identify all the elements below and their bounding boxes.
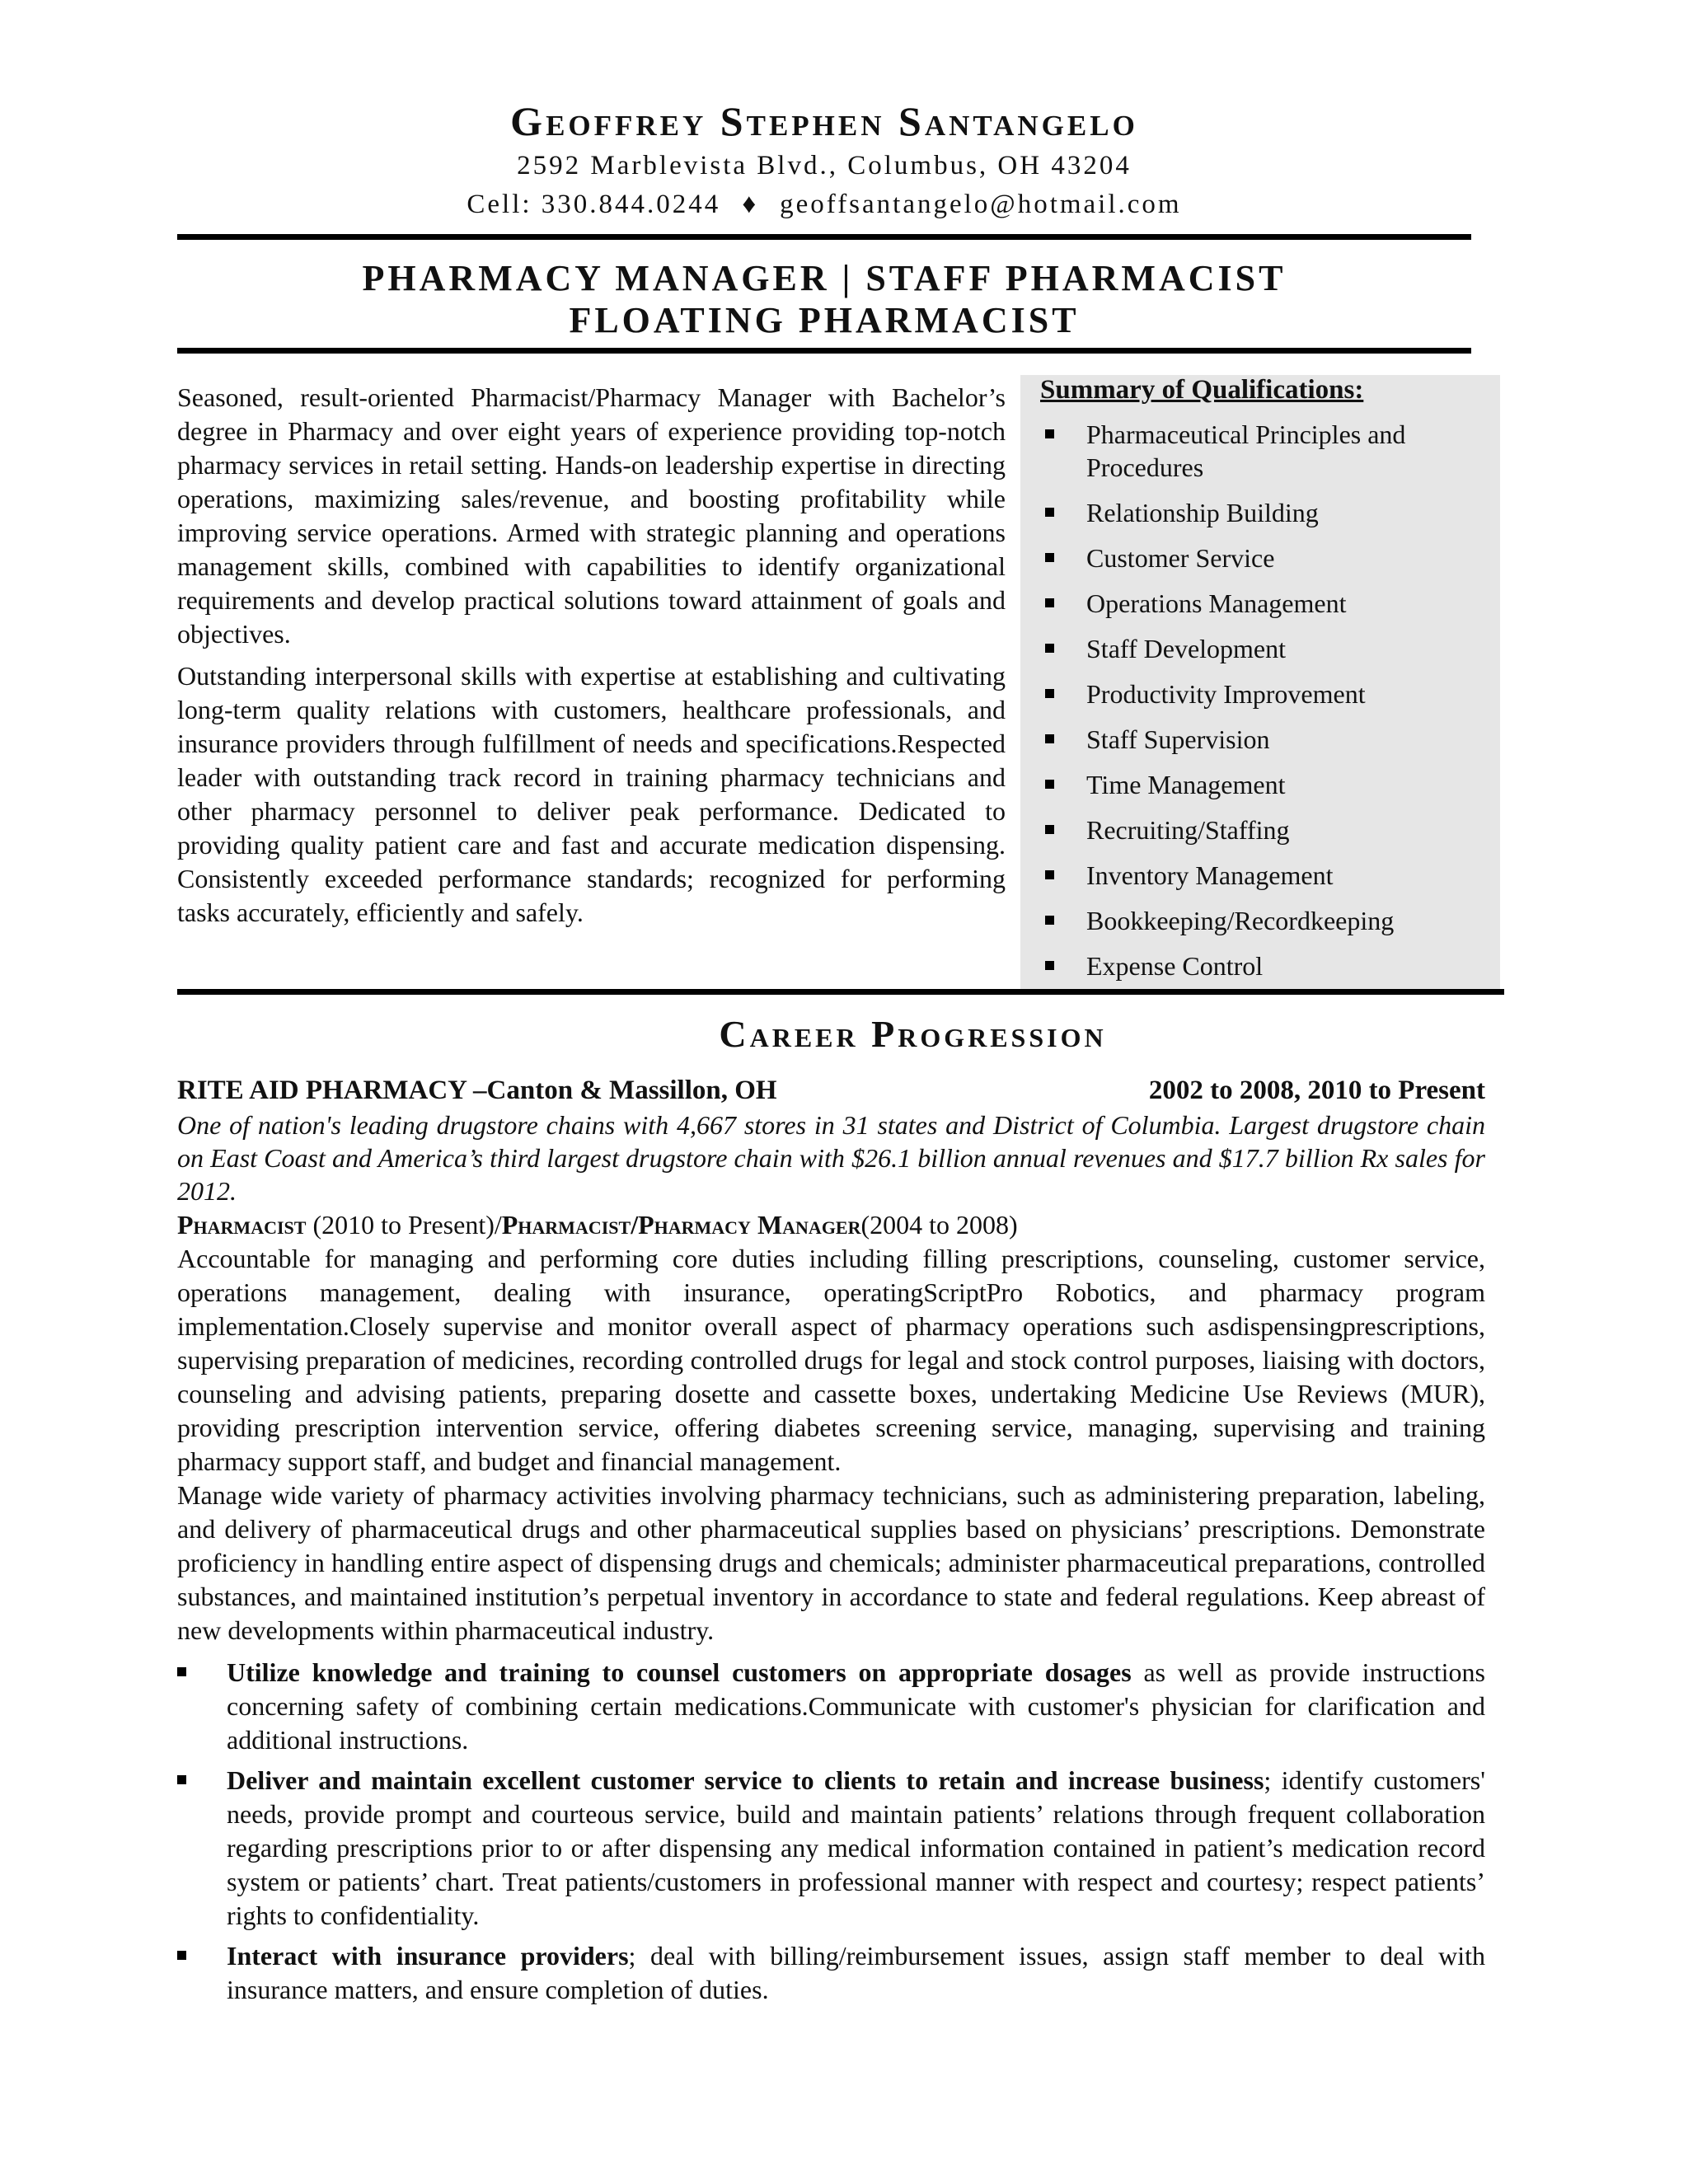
diamond-separator-icon: ♦	[742, 190, 759, 219]
qualification-item: Relationship Building	[1039, 496, 1488, 529]
qualification-item: Time Management	[1039, 768, 1488, 801]
achievement-text: ; identify customers' needs, provide prompt and courteous service, build and maintain patients’ relations through frequent collaboration regarding prescriptions prior to or after dispensing any medical information contained in patient’s medication record system or patients’ chart. Treat patients/customers in professional manner with respect and courtesy; respect patients’ rights to confidentiality.	[227, 1765, 1486, 1930]
candidate-name: Geoffrey Stephen Santangelo	[510, 98, 1138, 144]
qualification-item: Staff Supervision	[1039, 723, 1488, 756]
role-title-line1: PHARMACY MANAGER | STAFF PHARMACIST	[362, 258, 1287, 298]
achievement-list	[177, 1656, 1485, 2007]
qualification-item: Pharmaceutical Principles and Procedures	[1039, 418, 1488, 484]
qualification-item: Inventory Management	[1039, 859, 1488, 892]
qualifications-title: Summary of Qualifications:	[1040, 375, 1364, 405]
professional-summary	[177, 381, 1006, 938]
job-dates-pharmacist: (2010 to Present)/	[306, 1210, 502, 1240]
achievement-lead: Utilize knowledge and training to counsel customers on appropriate dosages	[227, 1657, 1132, 1687]
achievement-lead: Interact with insurance providers	[227, 1941, 629, 1971]
contact-line	[177, 190, 1471, 220]
achievement-lead: Deliver and maintain excellent customer service to clients to retain and increase business	[227, 1765, 1264, 1795]
achievement-item	[177, 1939, 1485, 2007]
candidate-address: 2592 Marblevista Blvd., Columbus, OH 43204	[517, 151, 1132, 180]
achievement-item	[177, 1764, 1485, 1933]
qualification-item: Productivity Improvement	[1039, 677, 1488, 710]
qualification-item: Staff Development	[1039, 632, 1488, 665]
qualification-item: Bookkeeping/Recordkeeping	[1039, 904, 1488, 937]
achievement-item	[177, 1656, 1485, 1757]
qualification-item: Expense Control	[1039, 949, 1488, 982]
career-progression-heading: Career Progression	[719, 1013, 1107, 1055]
duties-paragraph-1: Accountable for managing and performing core duties including filling prescriptions, counseling, customer service, operations management, dealing with insurance, operatingScriptPro Robotics, and pharmacy program implementation.Closely supervise and monitor overall aspect of pharmacy operations such asdispensingprescriptions, supervising preparation of medicines, recording controlled drugs for legal and stock control purposes, liaising with doctors, counseling and advising patients, preparing dosette and cassette boxes, undertaking Medicine Use Reviews (MUR), providing prescription intervention service, offering diabetes screening service, managing, supervising and training pharmacy support staff, and budget and financial management.	[177, 1244, 1485, 1476]
employer-line	[177, 1076, 1485, 1106]
role-title-line2: FLOATING PHARMACIST	[569, 300, 1080, 340]
employer-name: RITE AID PHARMACY –Canton & Massillon, OH	[177, 1076, 777, 1105]
achievement-text: ; deal with billing/reimbursement issues, assign staff member to deal with insurance matters, and ensure completion of duties.	[227, 1941, 1486, 2004]
employment-dates: 2002 to 2008, 2010 to Present	[1148, 1076, 1485, 1105]
qualification-item: Customer Service	[1039, 541, 1488, 574]
header-rule-bottom	[177, 348, 1471, 354]
duties-paragraph-2: Manage wide variety of pharmacy activities involving pharmacy technicians, such as administering preparation, labeling, and delivery of pharmaceutical drugs and other pharmaceutical supplies based on physicians’ prescriptions. Demonstrate proficiency in handling entire aspect of dispensing drugs and chemicals; administer pharmaceutical preparations, controlled substances, and maintained institution’s perpetual inventory in accordance to state and federal regulations. Keep abreast of new developments within pharmaceutical industry.	[177, 1480, 1485, 1645]
qualification-item: Operations Management	[1039, 587, 1488, 620]
achievement-text: as well as provide instructions concerning safety of combining certain medications.Communicate with customer's physician for clarification and additional instructions.	[227, 1657, 1486, 1755]
job-dates-pharmacy-manager: (2004 to 2008)	[860, 1210, 1018, 1240]
company-description: One of nation's leading drugstore chains with 4,667 stores in 31 states and District of Columbia. Largest drugstore chain on East Coast and America’s third largest drugstore chain with $26.1 billion annual revenues and $17.7 billion Rx sales for 2012.	[177, 1110, 1485, 1206]
qualification-item: Recruiting/Staffing	[1039, 813, 1488, 846]
summary-paragraph-1: Seasoned, result-oriented Pharmacist/Pharmacy Manager with Bachelor’s degree in Pharmacy and over eight years of experience providing top-notch pharmacy services in retail setting. Hands-on leadership expertise in directing operations, maximizing sales/revenue, and boosting profitability while improving service operations. Armed with strategic planning and operations management skills, combined with capabilities to identify organizational requirements and develop practical solutions toward attainment of goals and objectives.	[177, 382, 1006, 649]
qualifications-list	[1039, 418, 1488, 995]
section-rule	[177, 989, 1504, 995]
summary-paragraph-2: Outstanding interpersonal skills with expertise at establishing and cultivating long-term quality relations with customers, healthcare professionals, and insurance providers through fulfillment of needs and specifications.Respected leader with outstanding track record in training pharmacy technicians and other pharmacy personnel to deliver peak performance. Dedicated to providing quality patient care and fast and accurate medication dispensing. Consistently exceeded performance standards; recognized for performing tasks accurately, efficiently and safely.	[177, 661, 1006, 927]
cell-phone: Cell: 330.844.0244	[467, 190, 721, 219]
job-description	[177, 1242, 1485, 2013]
email-address: geoffsantangelo@hotmail.com	[780, 190, 1182, 219]
header-rule-top	[177, 234, 1471, 240]
job-title-pharmacy-manager: Pharmacist/Pharmacy Manager	[501, 1210, 861, 1240]
job-title-pharmacist: Pharmacist	[177, 1210, 307, 1240]
job-titles-line	[177, 1210, 1485, 1240]
qualifications-box	[1020, 375, 1500, 989]
